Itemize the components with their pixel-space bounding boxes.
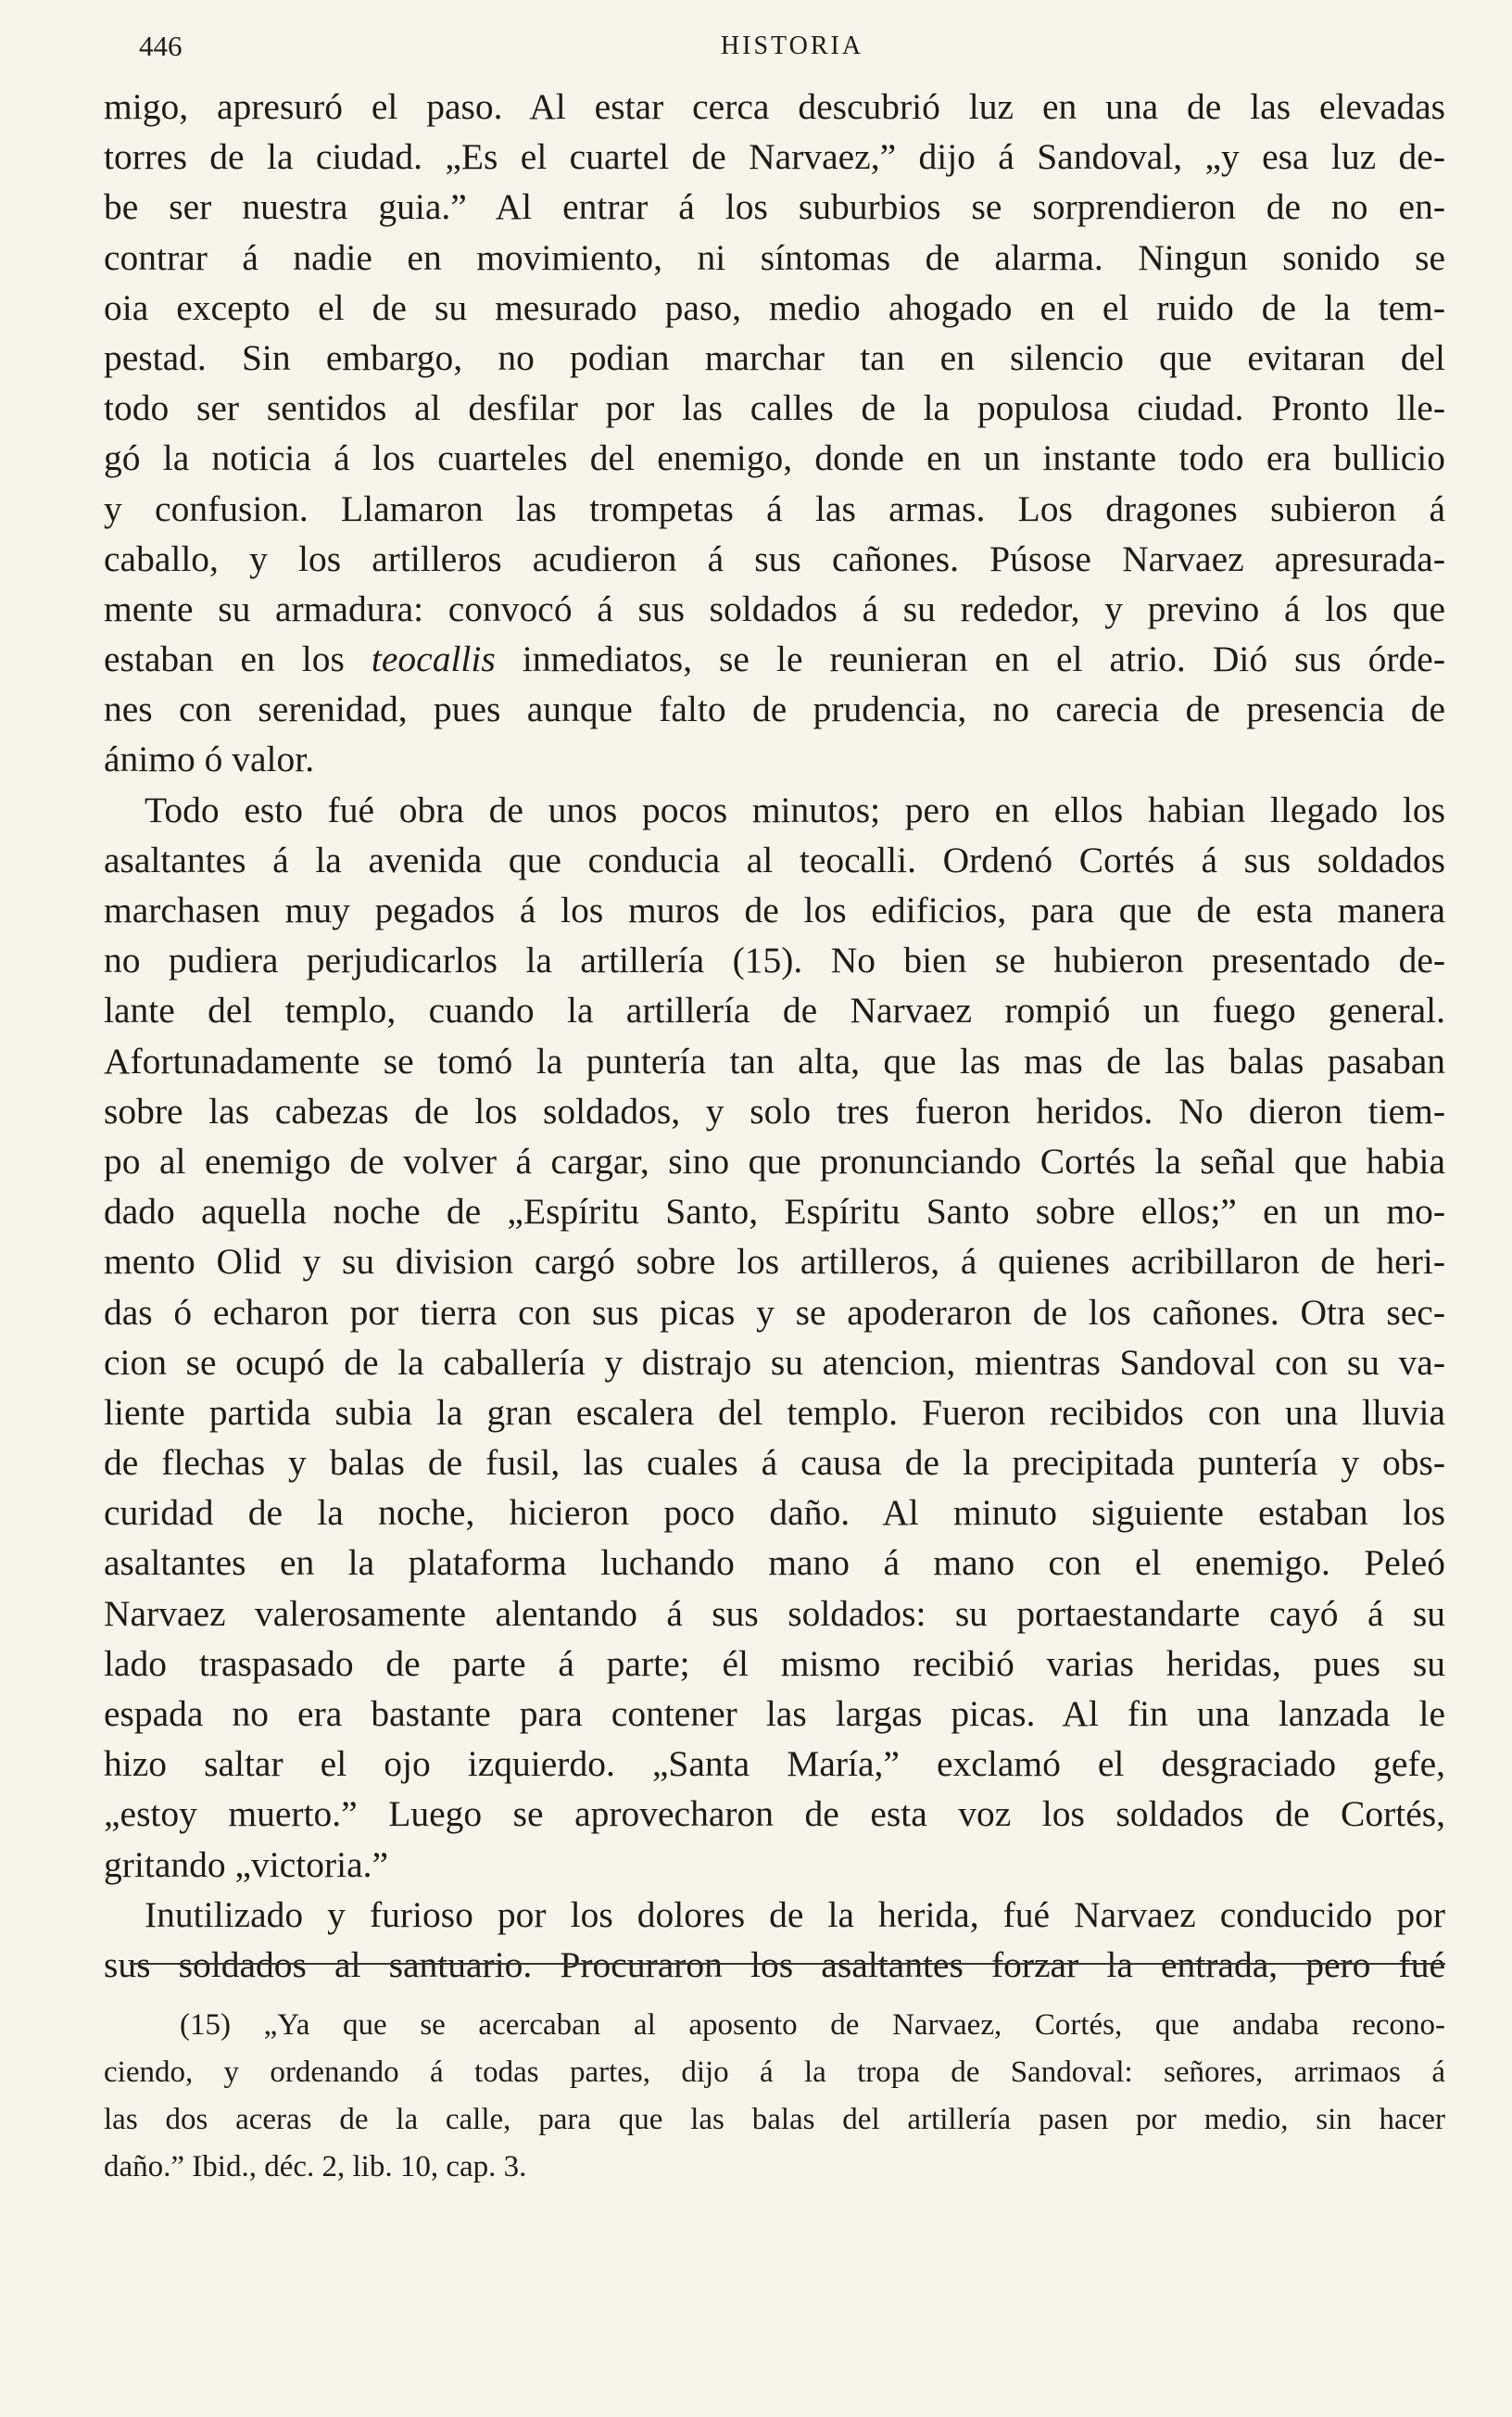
text-line: cion se ocupó de la caballería y distrajo su atencion, mientras Sandoval con su va- [104,1341,1445,1383]
footnote-line: daño.” Ibid., déc. 2, lib. 10, cap. 3. [104,2150,527,2183]
page-header [139,28,1445,69]
text-line: de flechas y balas de fusil, las cuales á causa de la precipitada puntería y obs- [104,1442,1445,1484]
footnote-line: las dos aceras de la calle, para que las balas del artillería pasen por medio, sin hacer [104,2103,1445,2136]
text-line: sobre las cabezas de los soldados, y solo tres fueron heridos. No dieron tiem- [104,1090,1445,1132]
text-line: lado traspasado de parte á parte; él mismo recibió varias heridas, pues su [104,1642,1445,1684]
text-line: sus soldados al santuario. Procuraron los asaltantes forzar la entrada, pero fué [104,1943,1445,1985]
footnote-line: (15) „Ya que se acercaban al aposento de Narvaez, Cortés, que andaba recono- [180,2008,1445,2042]
text-line: espada no era bastante para contener las largas picas. Al fin una lanzada le [104,1693,1445,1734]
text-line: oia excepto el de su mesurado paso, medio ahogado en el ruido de la tem- [104,286,1445,328]
text-line: hizo saltar el ojo izquierdo. „Santa María,” exclamó el desgraciado gefe, [104,1743,1445,1785]
page-number: 446 [139,30,183,62]
text-line-with-italic [104,634,1445,684]
text-line: asaltantes á la avenida que conducia al teocalli. Ordenó Cortés á sus soldados [104,839,1445,880]
text-line: liente partida subia la gran escalera del templo. Fueron recibidos con una lluvia [104,1391,1445,1433]
paragraph-end-line: gritando „victoria.” [104,1843,389,1885]
text-line: asaltantes en la plataforma luchando mano á mano con el enemigo. Peleó [104,1542,1445,1584]
text-line: no pudiera perjudicarlos la artillería (15). No bien se hubieron presentado de- [104,940,1445,981]
text-line: y confusion. Llamaron las trompetas á las armas. Los dragones subieron á [104,487,1445,529]
text-line: pestad. Sin embargo, no podian marchar tan en silencio que evitaran del [104,336,1445,378]
text-line: mento Olid y su division cargó sobre los artilleros, á quienes acribillaron de heri- [104,1241,1445,1283]
footnote-line: ciendo, y ordenando á todas partes, dijo á la tropa de Sandoval: señores, arrimaos á [104,2056,1445,2089]
text-line: marchasen muy pegados á los muros de los edificios, para que de esta manera [104,890,1445,930]
text-line: dado aquella noche de „Espíritu Santo, Espíritu Santo sobre ellos;” en un mo- [104,1191,1445,1233]
text-line: mente su armadura: convocó á sus soldados á su rededor, y previno á los que [104,588,1445,629]
text-line: todo ser sentidos al desfilar por las calles de la populosa ciudad. Pronto lle- [104,387,1445,429]
text-line: Narvaez valerosamente alentando á sus soldados: su portaestandarte cayó á su [104,1592,1445,1634]
paragraph-end-line: ánimo ó valor. [104,739,315,780]
text-line: caballo, y los artilleros acudieron á sus cañones. Púsose Narvaez apresurada- [104,538,1445,579]
text-segment: estaban en los [104,639,372,680]
text-line: migo, apresuró el paso. Al estar cerca descubrió luz en una de las elevadas [104,86,1445,127]
paragraph-first-line: Todo esto fué obra de unos pocos minutos; pero en ellos habian llegado los [145,789,1445,830]
text-line: lante del templo, cuando la artillería de Narvaez rompió un fuego general. [104,990,1445,1031]
text-line: be ser nuestra guia.” Al entrar á los suburbios se sorprendieron de no en- [104,186,1445,228]
text-line: nes con serenidad, pues aunque falto de prudencia, no carecia de presencia de [104,689,1445,730]
text-line: gó la noticia á los cuarteles del enemigo, donde en un instante todo era bullicio [104,437,1445,479]
italic-term: teocallis [371,639,496,680]
footnote-divider [130,1963,1445,1965]
paragraph-first-line: Inutilizado y furioso por los dolores de la herida, fué Narvaez conducido por [145,1893,1445,1935]
text-line: contrar á nadie en movimiento, ni síntomas de alarma. Ningun sonido se [104,236,1445,278]
running-title: HISTORIA [720,32,864,60]
text-line: „estoy muerto.” Luego se aprovecharon de esta voz los soldados de Cortés, [104,1793,1445,1835]
body-text [104,82,1445,1990]
text-segment: inmediatos, se le reunieran en el atrio. Dió sus órde- [495,639,1445,680]
text-line: po al enemigo de volver á cargar, sino que pronunciando Cortés la señal que habia [104,1140,1445,1182]
text-line: Afortunadamente se tomó la puntería tan alta, que las mas de las balas pasaban [104,1040,1445,1082]
footnote [104,2002,1445,2191]
text-line: das ó echaron por tierra con sus picas y se apoderaron de los cañones. Otra sec- [104,1291,1445,1333]
text-line: curidad de la noche, hicieron poco daño. Al minuto siguiente estaban los [104,1492,1445,1534]
text-line: torres de la ciudad. „Es el cuartel de Narvaez,” dijo á Sandoval, „y esa luz de- [104,136,1445,178]
